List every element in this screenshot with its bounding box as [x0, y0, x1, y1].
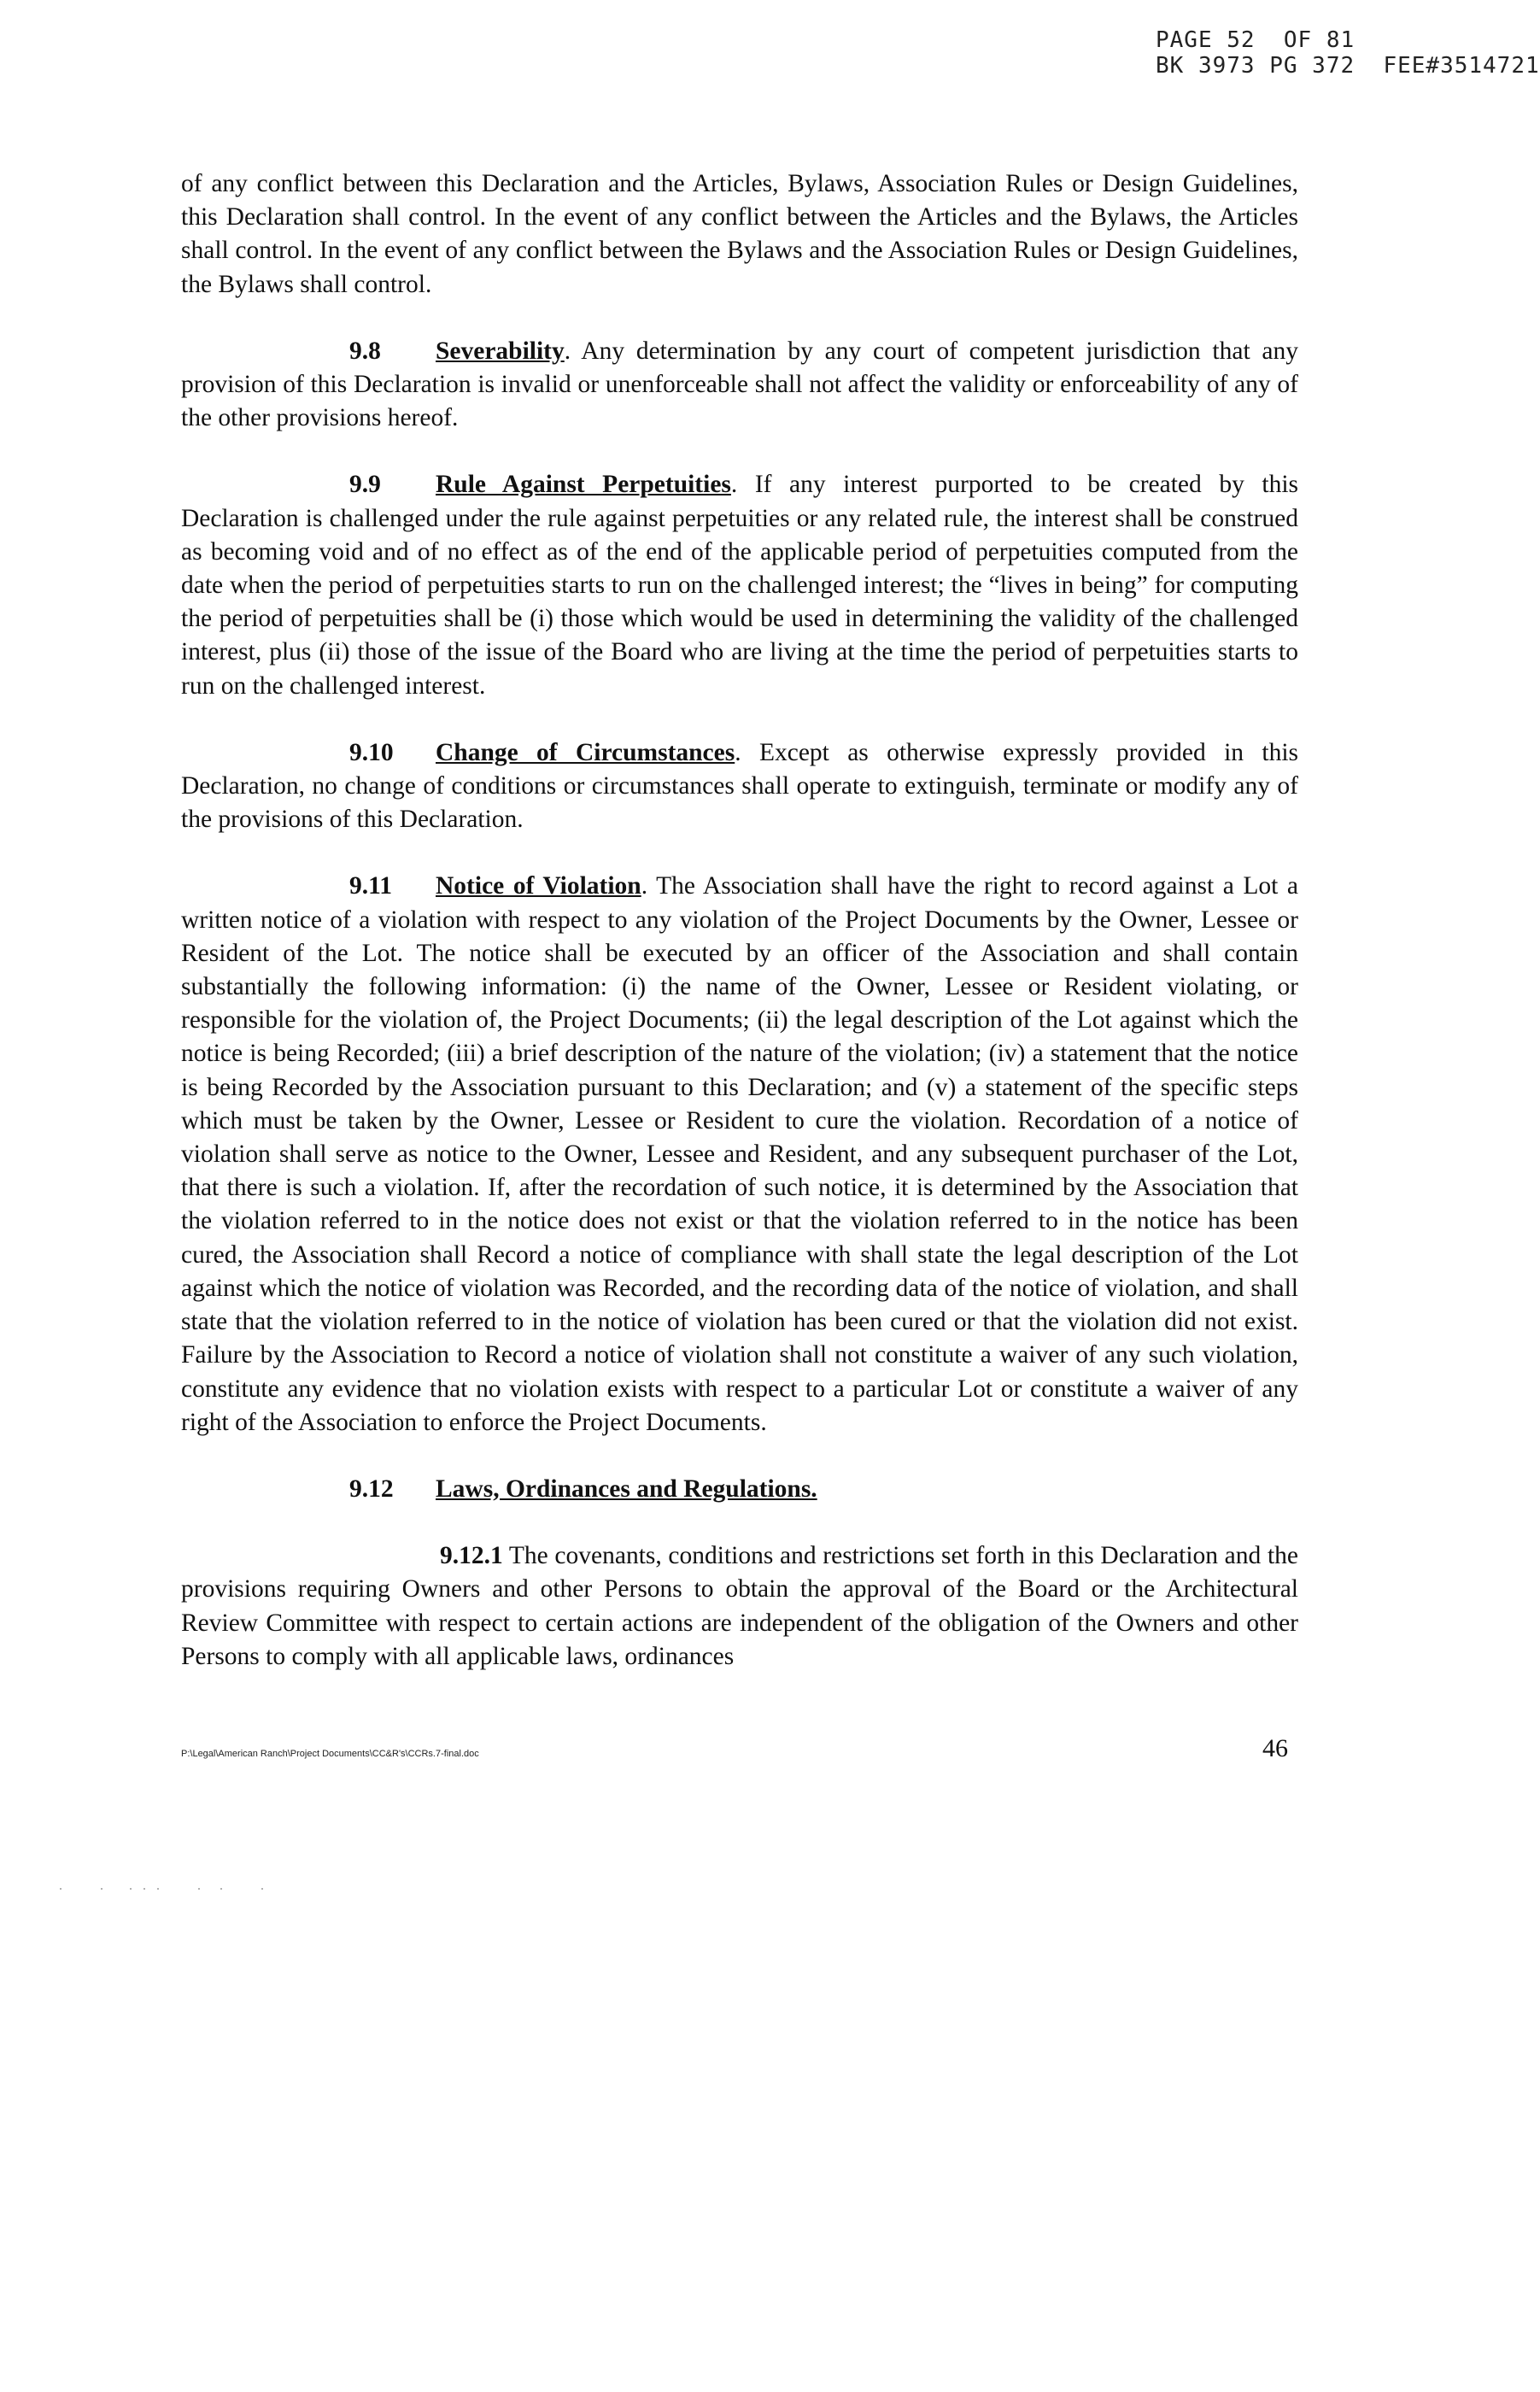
scan-speck: [157, 1888, 159, 1890]
section-heading: Notice of Violation: [436, 872, 641, 900]
scan-speck: [60, 1888, 61, 1890]
section-number: 9.9: [349, 471, 381, 499]
scan-speck: [130, 1888, 132, 1890]
recording-stamp: [1156, 27, 1540, 79]
page-number: 46: [1262, 1734, 1288, 1762]
section-heading: Rule Against Perpetuities: [436, 471, 731, 499]
scan-speck: [198, 1888, 200, 1890]
stamp-book-line: BK 3973 PG 372 FEE#3514721: [1156, 53, 1540, 79]
section-heading: Severability: [436, 337, 565, 365]
section-heading: Change of Circumstances: [436, 738, 735, 766]
section-9-10: [181, 736, 1298, 837]
section-body: . Any determination by any court of competent jurisdiction that any provision of this Declaration is invalid or unenforceable shall not affect the validity or enforceability of any of the other provisions hereof.: [181, 337, 1298, 432]
section-heading: Laws, Ordinances and Regulations.: [436, 1474, 817, 1503]
section-number: 9.8: [349, 337, 381, 365]
section-body: The covenants, conditions and restrictions set forth in this Declaration and the provisions requiring Owners and other Persons to obtain the approval of the Board or the Architectural Review Committee with respect to certain actions are independent of the obligation of the Owners and other Persons to comply with all applicable laws, ordinances: [181, 1542, 1298, 1670]
stamp-page-line: PAGE 52 OF 81: [1156, 27, 1356, 53]
scan-specks: [51, 1888, 290, 1891]
section-number: 9.11: [349, 872, 392, 900]
footer-file-path: P:\Legal\American Ranch\Project Documents\CC&R's\CCRs.7-final.doc: [181, 1749, 479, 1759]
section-number: 9.12.1: [440, 1542, 503, 1570]
section-body: . Except as otherwise expressly provided in this Declaration, no change of conditions or circumstances shall operate to extinguish, terminate or modify any of the provisions of this Declaration.: [181, 738, 1299, 834]
section-9-9: [181, 468, 1298, 702]
section-body: . If any interest purported to be created by this Declaration is challenged under the rule against perpetuities or any related rule, the interest shall be construed as becoming void and of no effect as of the end of the applicable period of perpetuities computed from the date when the period of perpetuities starts to run on the challenged interest; the “lives in being” for computing the period of perpetuities shall be (i) those which would be used in determining the validity of the challenged interest, plus (ii) those of the issue of the Board who are living at the time the period of perpetuities starts to run on the challenged interest.: [181, 471, 1298, 700]
scan-speck: [220, 1888, 222, 1890]
section-9-11: [181, 870, 1298, 1439]
document-body: [181, 167, 1298, 1707]
section-number: 9.10: [349, 738, 394, 766]
section-9-12: [181, 1473, 1298, 1506]
scan-speck: [101, 1888, 102, 1890]
section-9-8: [181, 335, 1298, 436]
section-number: 9.12: [349, 1474, 394, 1503]
section-9-12-1: [181, 1539, 1298, 1674]
scan-speck: [261, 1888, 263, 1890]
scan-speck: [143, 1888, 145, 1890]
section-body: . The Association shall have the right to record against a Lot a written notice of a violation with respect to any violation of the Project Documents by the Owner, Lessee or Resident of the Lot. The notice shall be executed by an officer of the Association and shall contain substantially the following information: (i) the name of the Owner, Lessee or Resident violating, or responsible for the violation of, the Project Documents; (ii) the legal description of the Lot against which the notice is being Recorded; (iii) a brief description of the nature of the violation; (iv) a statement that the notice is being Recorded by the Association pursuant to this Declaration; and (v) a statement of the specific steps which must be taken by the Owner, Lessee or Resident to cure the violation. Recordation of a notice of violation shall serve as notice to the Owner, Lessee and Resident, and any subsequent purchaser of the Lot, that there is such a violation. If, after the recordation of such notice, it is determined by the Association that the violation referred to in the notice does not exist or that the violation referred to in the notice has been cured, the Association shall Record a notice of compliance with shall state the legal description of the Lot against which the notice of violation was Recorded, and the recording data of the notice of violation, and shall state that the violation referred to in the notice of violation has been cured or that the violation did not exist. Failure by the Association to Record a notice of violation shall not constitute a waiver of any such violation, constitute any evidence that no violation exists with respect to a particular Lot or constitute a waiver of any right of the Association to enforce the Project Documents.: [181, 872, 1298, 1436]
paragraph-continuation: of any conflict between this Declaration and the Articles, Bylaws, Association Rules or Design Guidelines, this Declaration shall control. In the event of any conflict between the Articles and the Bylaws, the Articles shall control. In the event of any conflict between the Bylaws and the Association Rules or Design Guidelines, the Bylaws shall control.: [181, 170, 1298, 298]
